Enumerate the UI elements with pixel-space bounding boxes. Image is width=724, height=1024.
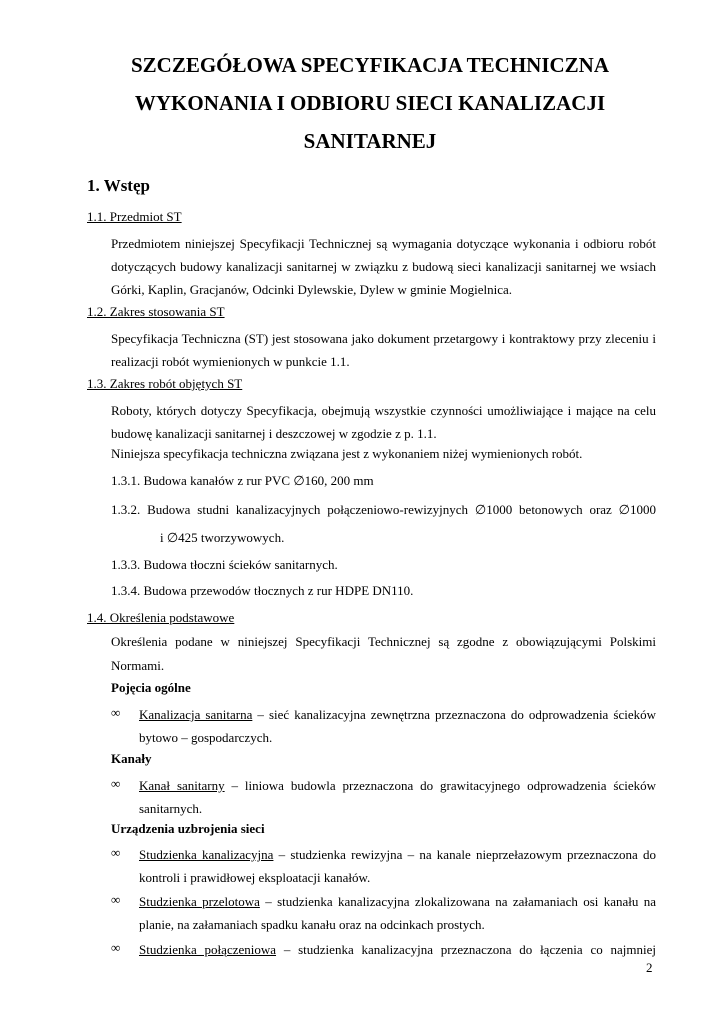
definition-studzienka-przelotowa: [139, 890, 656, 936]
page-title-line-2: WYKONANIA I ODBIORU SIECI KANALIZACJI: [134, 91, 606, 115]
paragraph-zakres-robot: Roboty, których dotyczy Specyfikacja, obejmują wszystkie czynności umożliwiające i mające na celu budowę kanalizacji sanitarnej i deszczowej w zgodzie z p. 1.1.: [111, 403, 656, 441]
section-heading-wstep: 1. Wstęp: [87, 176, 150, 195]
definition-studzienka-kanalizacyjna: [139, 843, 656, 889]
term-kanal-sanitarny: Kanał sanitarny: [139, 778, 225, 793]
list-item-1-3-2-continued: i ∅425 tworzywowych.: [160, 530, 285, 545]
definition-text: – studzienka kanalizacyjna zlokalizowana na załamaniach osi kanału na planie, na załamaniach spadku kanału oraz na odcinkach prostych.: [139, 894, 656, 932]
term-studzienka-polaczeniowa: Studzienka połączeniowa: [139, 942, 277, 957]
paragraph-zakres-robot-note: Niniejsza specyfikacja techniczna związana jest z wykonaniem niżej wymienionych robót.: [111, 446, 583, 461]
term-studzienka-przelotowa: Studzienka przelotowa: [139, 894, 260, 909]
term-kanalizacja-sanitarna: Kanalizacja sanitarna: [139, 707, 253, 722]
group-heading-urzadzenia: Urządzenia uzbrojenia sieci: [111, 821, 265, 836]
subsection-heading-1-1: 1.1. Przedmiot ST: [87, 209, 182, 224]
definition-text: – sieć kanalizacyjna zewnętrzna przeznaczona do odprowadzenia ścieków bytowo – gospodarczych.: [139, 707, 657, 745]
definition-text: – liniowa budowla przeznaczona do grawitacyjnego odprowadzenia ścieków sanitarnych.: [139, 778, 656, 816]
bullet-icon: ∞: [111, 940, 121, 955]
page-title-line-3: SANITARNEJ: [303, 129, 437, 153]
paragraph-przedmiot: Przedmiotem niniejszej Specyfikacji Technicznej są wymagania dotyczące wykonania i odbioru robót dotyczących budowy kanalizacji sanitarnej w związku z budową sieci kanalizacji sanitarnej we wsiach Górki, Kaplin, Gracjanów, Odcinki Dylewskie, Dylew w gminie Mogielnica.: [111, 236, 656, 297]
definition-text: – studzienka kanalizacyjna przeznaczona do łączenia co najmniej: [276, 942, 656, 957]
list-item-1-3-3: 1.3.3. Budowa tłoczni ścieków sanitarnych.: [111, 557, 338, 572]
term-studzienka-kanalizacyjna: Studzienka kanalizacyjna: [139, 847, 274, 862]
page-number: 2: [646, 960, 653, 975]
bullet-icon: ∞: [111, 776, 121, 791]
group-heading-kanaly: Kanały: [111, 751, 152, 766]
definition-kanalizacja-sanitarna: [139, 703, 656, 749]
list-item-1-3-1: 1.3.1. Budowa kanałów z rur PVC ∅160, 200 mm: [111, 473, 374, 488]
bullet-icon: ∞: [111, 845, 121, 860]
definition-studzienka-polaczeniowa: [139, 938, 656, 961]
group-heading-pojecia-ogolne: Pojęcia ogólne: [111, 680, 191, 695]
definition-kanal-sanitarny: [139, 774, 656, 820]
paragraph-okreslenia: Określenia podane w niniejszej Specyfikacji Technicznej są zgodne z obowiązującymi Polskimi Normami.: [111, 634, 656, 673]
definition-text: – studzienka rewizyjna – na kanale nieprzełazowym przeznaczona do kontroli i prawidłowej eksploatacji kanałów.: [139, 847, 656, 885]
subsection-heading-1-3: 1.3. Zakres robót objętych ST: [87, 376, 243, 391]
bullet-icon: ∞: [111, 705, 121, 720]
subsection-heading-1-2: 1.2. Zakres stosowania ST: [87, 304, 225, 319]
paragraph-zakres-stosowania: Specyfikacja Techniczna (ST) jest stosowana jako dokument przetargowy i kontraktowy przy zleceniu i realizacji robót wymienionych w punkcie 1.1.: [111, 331, 656, 369]
subsection-heading-1-4: 1.4. Określenia podstawowe: [87, 610, 235, 625]
list-item-1-3-4: 1.3.4. Budowa przewodów tłocznych z rur HDPE DN110.: [111, 583, 414, 598]
page-title-line-1: SZCZEGÓŁOWA SPECYFIKACJA TECHNICZNA: [130, 53, 610, 77]
list-item-1-3-2: 1.3.2. Budowa studni kanalizacyjnych połączeniowo-rewizyjnych ∅1000 betonowych oraz ∅1000: [111, 502, 656, 517]
bullet-icon: ∞: [111, 892, 121, 907]
